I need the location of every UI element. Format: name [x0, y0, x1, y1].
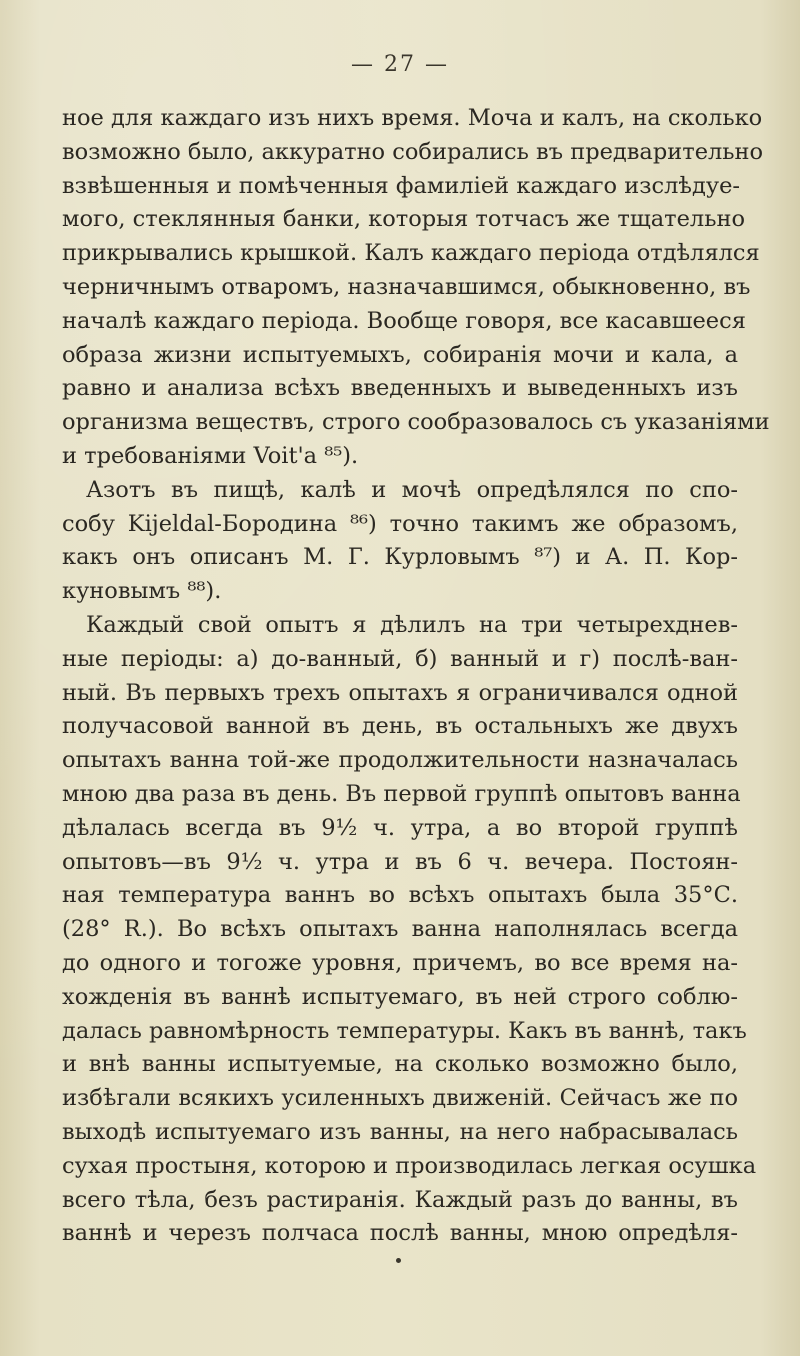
text-line: Азотъ въ пищѣ, калѣ и мочѣ опредѣлялся по спо- [86, 476, 738, 503]
text-line: и требованіями Voit'а ⁸⁵). [62, 442, 359, 469]
text-line: всего тѣла, безъ растиранія. Каждый разъ до ванны, въ [62, 1186, 738, 1213]
text-line: до одного и тогоже уровня, причемъ, во все время на- [62, 949, 738, 976]
text-line: ный. Въ первыхъ трехъ опытахъ я ограничивался одной [62, 679, 738, 706]
text-line: возможно было, аккуратно собирались въ предварительно [62, 138, 764, 165]
text-line: Каждый свой опытъ я дѣлилъ на три четырехднев- [86, 611, 738, 638]
text-line: опытовъ—въ 9½ ч. утра и въ 6 ч. вечера. Постоян- [62, 848, 738, 875]
body-text [62, 102, 770, 1251]
text-line: избѣгали всякихъ усиленныхъ движеній. Сейчасъ же по [62, 1085, 738, 1112]
text-line: черничнымъ отваромъ, назначавшимся, обыкновенно, въ [62, 273, 751, 300]
text-line: далась равномѣрность температуры. Какъ въ ваннѣ, такъ [62, 1017, 747, 1044]
text-line: мого, стеклянныя банки, которыя тотчасъ же тщательно [62, 206, 746, 233]
text-line: куновымъ ⁸⁸). [62, 578, 222, 605]
text-line: выходѣ испытуемаго изъ ванны, на него набрасывалась [62, 1118, 738, 1145]
text-line: организма веществъ, строго сообразовалось съ указаніями [62, 409, 770, 436]
text-line: прикрывались крышкой. Калъ каждаго періода отдѣлялся [62, 240, 760, 267]
ink-speck [396, 1258, 401, 1263]
text-line: дѣлалась всегда въ 9½ ч. утра, а во второй группѣ [62, 814, 738, 841]
text-line: ная температура ваннъ во всѣхъ опытахъ была 35°С. [62, 882, 738, 909]
text-line: сухая простыня, которою и производилась легкая осушка [62, 1152, 757, 1179]
text-line: опытахъ ванна той-же продолжительности назначалась [62, 747, 738, 774]
text-line: (28° R.). Во всѣхъ опытахъ ванна наполнялась всегда [62, 916, 738, 943]
text-line: равно и анализа всѣхъ введенныхъ и выведенныхъ изъ [62, 375, 738, 402]
page-number: — 27 — [351, 52, 449, 77]
text-line: взвѣшенныя и помѣченныя фамиліей каждаго изслѣдуе- [62, 172, 740, 199]
text-line: и внѣ ванны испытуемые, на сколько возможно было, [62, 1051, 738, 1078]
text-line: собу Kijeldal-Бородина ⁸⁶) точно такимъ же образомъ, [62, 510, 738, 537]
text-line: какъ онъ описанъ М. Г. Курловымъ ⁸⁷) и А. П. Кор- [62, 544, 738, 571]
text-line: хожденія въ ваннѣ испытуемаго, въ ней строго соблю- [62, 983, 738, 1010]
text-line: ваннѣ и черезъ полчаса послѣ ванны, мною опредѣля- [62, 1220, 738, 1247]
text-line: ные періоды: а) до-ванный, б) ванный и г) послѣ-ван- [62, 645, 738, 672]
text-line: получасовой ванной въ день, въ остальныхъ же двухъ [62, 713, 738, 740]
text-line: образа жизни испытуемыхъ, собиранія мочи и кала, а [62, 341, 738, 368]
text-line: ное для каждаго изъ нихъ время. Моча и калъ, на сколько [62, 105, 763, 131]
text-line: мною два раза въ день. Въ первой группѣ опытовъ ванна [62, 780, 741, 807]
text-line: началѣ каждаго періода. Вообще говоря, все касавшееся [62, 307, 746, 334]
